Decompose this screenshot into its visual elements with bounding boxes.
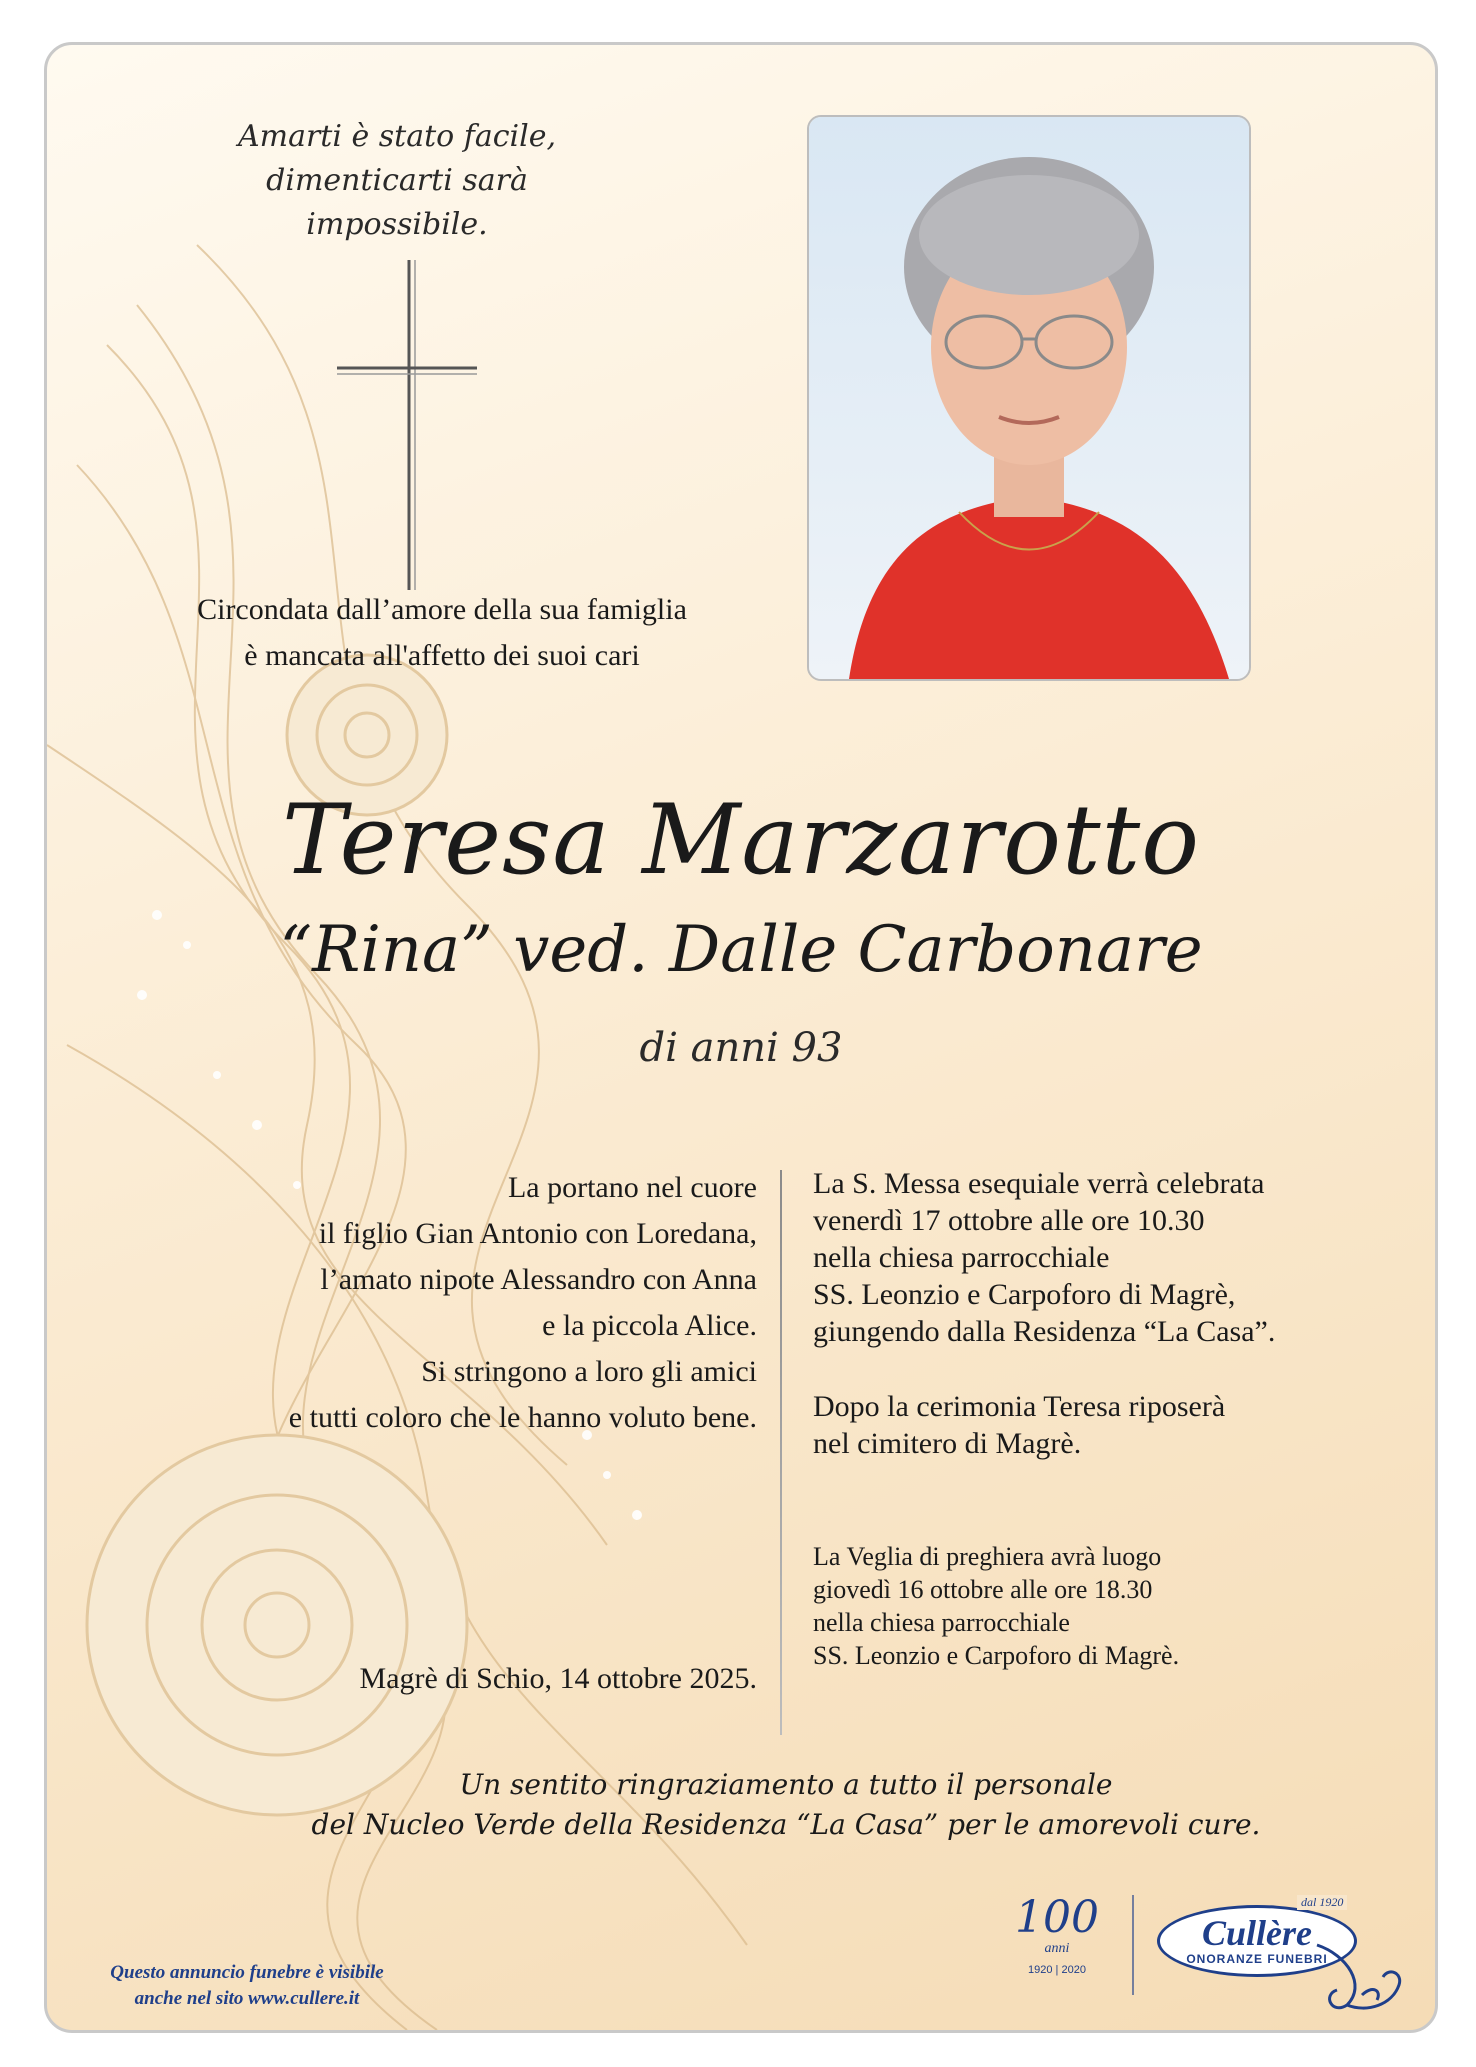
mass-line: venerdì 17 ottobre alle ore 10.30 bbox=[813, 1204, 1205, 1237]
epigraph-line-1: Amarti è stato facile, bbox=[237, 119, 557, 154]
mass-line: giungendo dalla Residenza “La Casa”. bbox=[813, 1315, 1276, 1348]
family-line: l’amato nipote Alessandro con Anna bbox=[320, 1263, 757, 1296]
anniversary-number: 100 bbox=[1015, 1892, 1099, 1943]
deceased-nickname: “Rina” ved. Dalle Carbonare bbox=[279, 913, 1203, 987]
column-divider bbox=[780, 1170, 782, 1735]
deceased-name: Teresa Marzarotto bbox=[282, 784, 1200, 896]
intro-line-2: è mancata all'affetto dei suoi cari bbox=[244, 639, 640, 672]
anniversary-years: 1920 | 2020 bbox=[1028, 1964, 1086, 1976]
thanks-note bbox=[47, 1765, 1435, 1845]
deceased-age: di anni 93 bbox=[639, 1025, 843, 1071]
portrait-photo bbox=[807, 115, 1251, 681]
burial-line: Dopo la cerimonia Teresa riposerà bbox=[813, 1390, 1226, 1423]
obituary-card bbox=[44, 42, 1438, 2033]
anniversary-word: anni bbox=[1044, 1941, 1070, 1956]
vigil-line: SS. Leonzio e Carpoforo di Magrè. bbox=[813, 1641, 1180, 1670]
family-line: il figlio Gian Antonio con Loredana, bbox=[318, 1217, 757, 1250]
mass-info bbox=[813, 1165, 1373, 1350]
website-note-line-1: Questo annuncio funebre è visibile bbox=[110, 1962, 384, 1983]
swirl-ornament-icon bbox=[1307, 1935, 1407, 2015]
place-date: Magrè di Schio, 14 ottobre 2025. bbox=[359, 1662, 757, 1695]
thanks-line-2: del Nucleo Verde della Residenza “La Casa” per le amorevoli cure. bbox=[311, 1808, 1261, 1841]
funeral-info bbox=[787, 1165, 1373, 1500]
burial-line: nel cimitero di Magrè. bbox=[813, 1427, 1082, 1460]
logo-name: Cullère bbox=[1201, 1913, 1312, 1953]
logo-since: dal 1920 bbox=[1297, 1895, 1347, 1910]
vigil-info bbox=[787, 1540, 1373, 1672]
intro-line-1: Circondata dall’amore della sua famiglia bbox=[197, 593, 687, 626]
family-mourners bbox=[147, 1165, 757, 1441]
logo-subtitle: ONORANZE FUNEBRI bbox=[1186, 1952, 1328, 1966]
mass-line: SS. Leonzio e Carpoforo di Magrè, bbox=[813, 1278, 1236, 1311]
epigraph-line-2: dimenticarti sarà impossibile. bbox=[266, 163, 528, 242]
website-note bbox=[67, 1960, 427, 2012]
mass-line: nella chiesa parrocchiale bbox=[813, 1241, 1110, 1274]
mass-line: La S. Messa esequiale verrà celebrata bbox=[813, 1167, 1265, 1200]
vigil-line: nella chiesa parrocchiale bbox=[813, 1608, 1070, 1637]
cullere-logo bbox=[1157, 1895, 1407, 2015]
burial-info bbox=[813, 1388, 1373, 1462]
family-line: e la piccola Alice. bbox=[542, 1309, 757, 1342]
family-line: La portano nel cuore bbox=[507, 1171, 757, 1204]
thanks-line-1: Un sentito ringraziamento a tutto il personale bbox=[459, 1768, 1113, 1801]
website-note-line-2: anche nel sito www.cullere.it bbox=[134, 1988, 360, 2009]
cross-icon bbox=[337, 260, 477, 590]
epigraph bbox=[187, 115, 607, 247]
intro-text bbox=[137, 587, 747, 679]
family-line: e tutti coloro che le hanno voluto bene. bbox=[288, 1401, 757, 1434]
vigil-line: La Veglia di preghiera avrà luogo bbox=[813, 1542, 1162, 1571]
logo-separator bbox=[1132, 1895, 1134, 1995]
anniversary-badge bbox=[1007, 1892, 1107, 1990]
vigil-line: giovedì 16 ottobre alle ore 18.30 bbox=[813, 1575, 1153, 1604]
family-line: Si stringono a loro gli amici bbox=[421, 1355, 757, 1388]
